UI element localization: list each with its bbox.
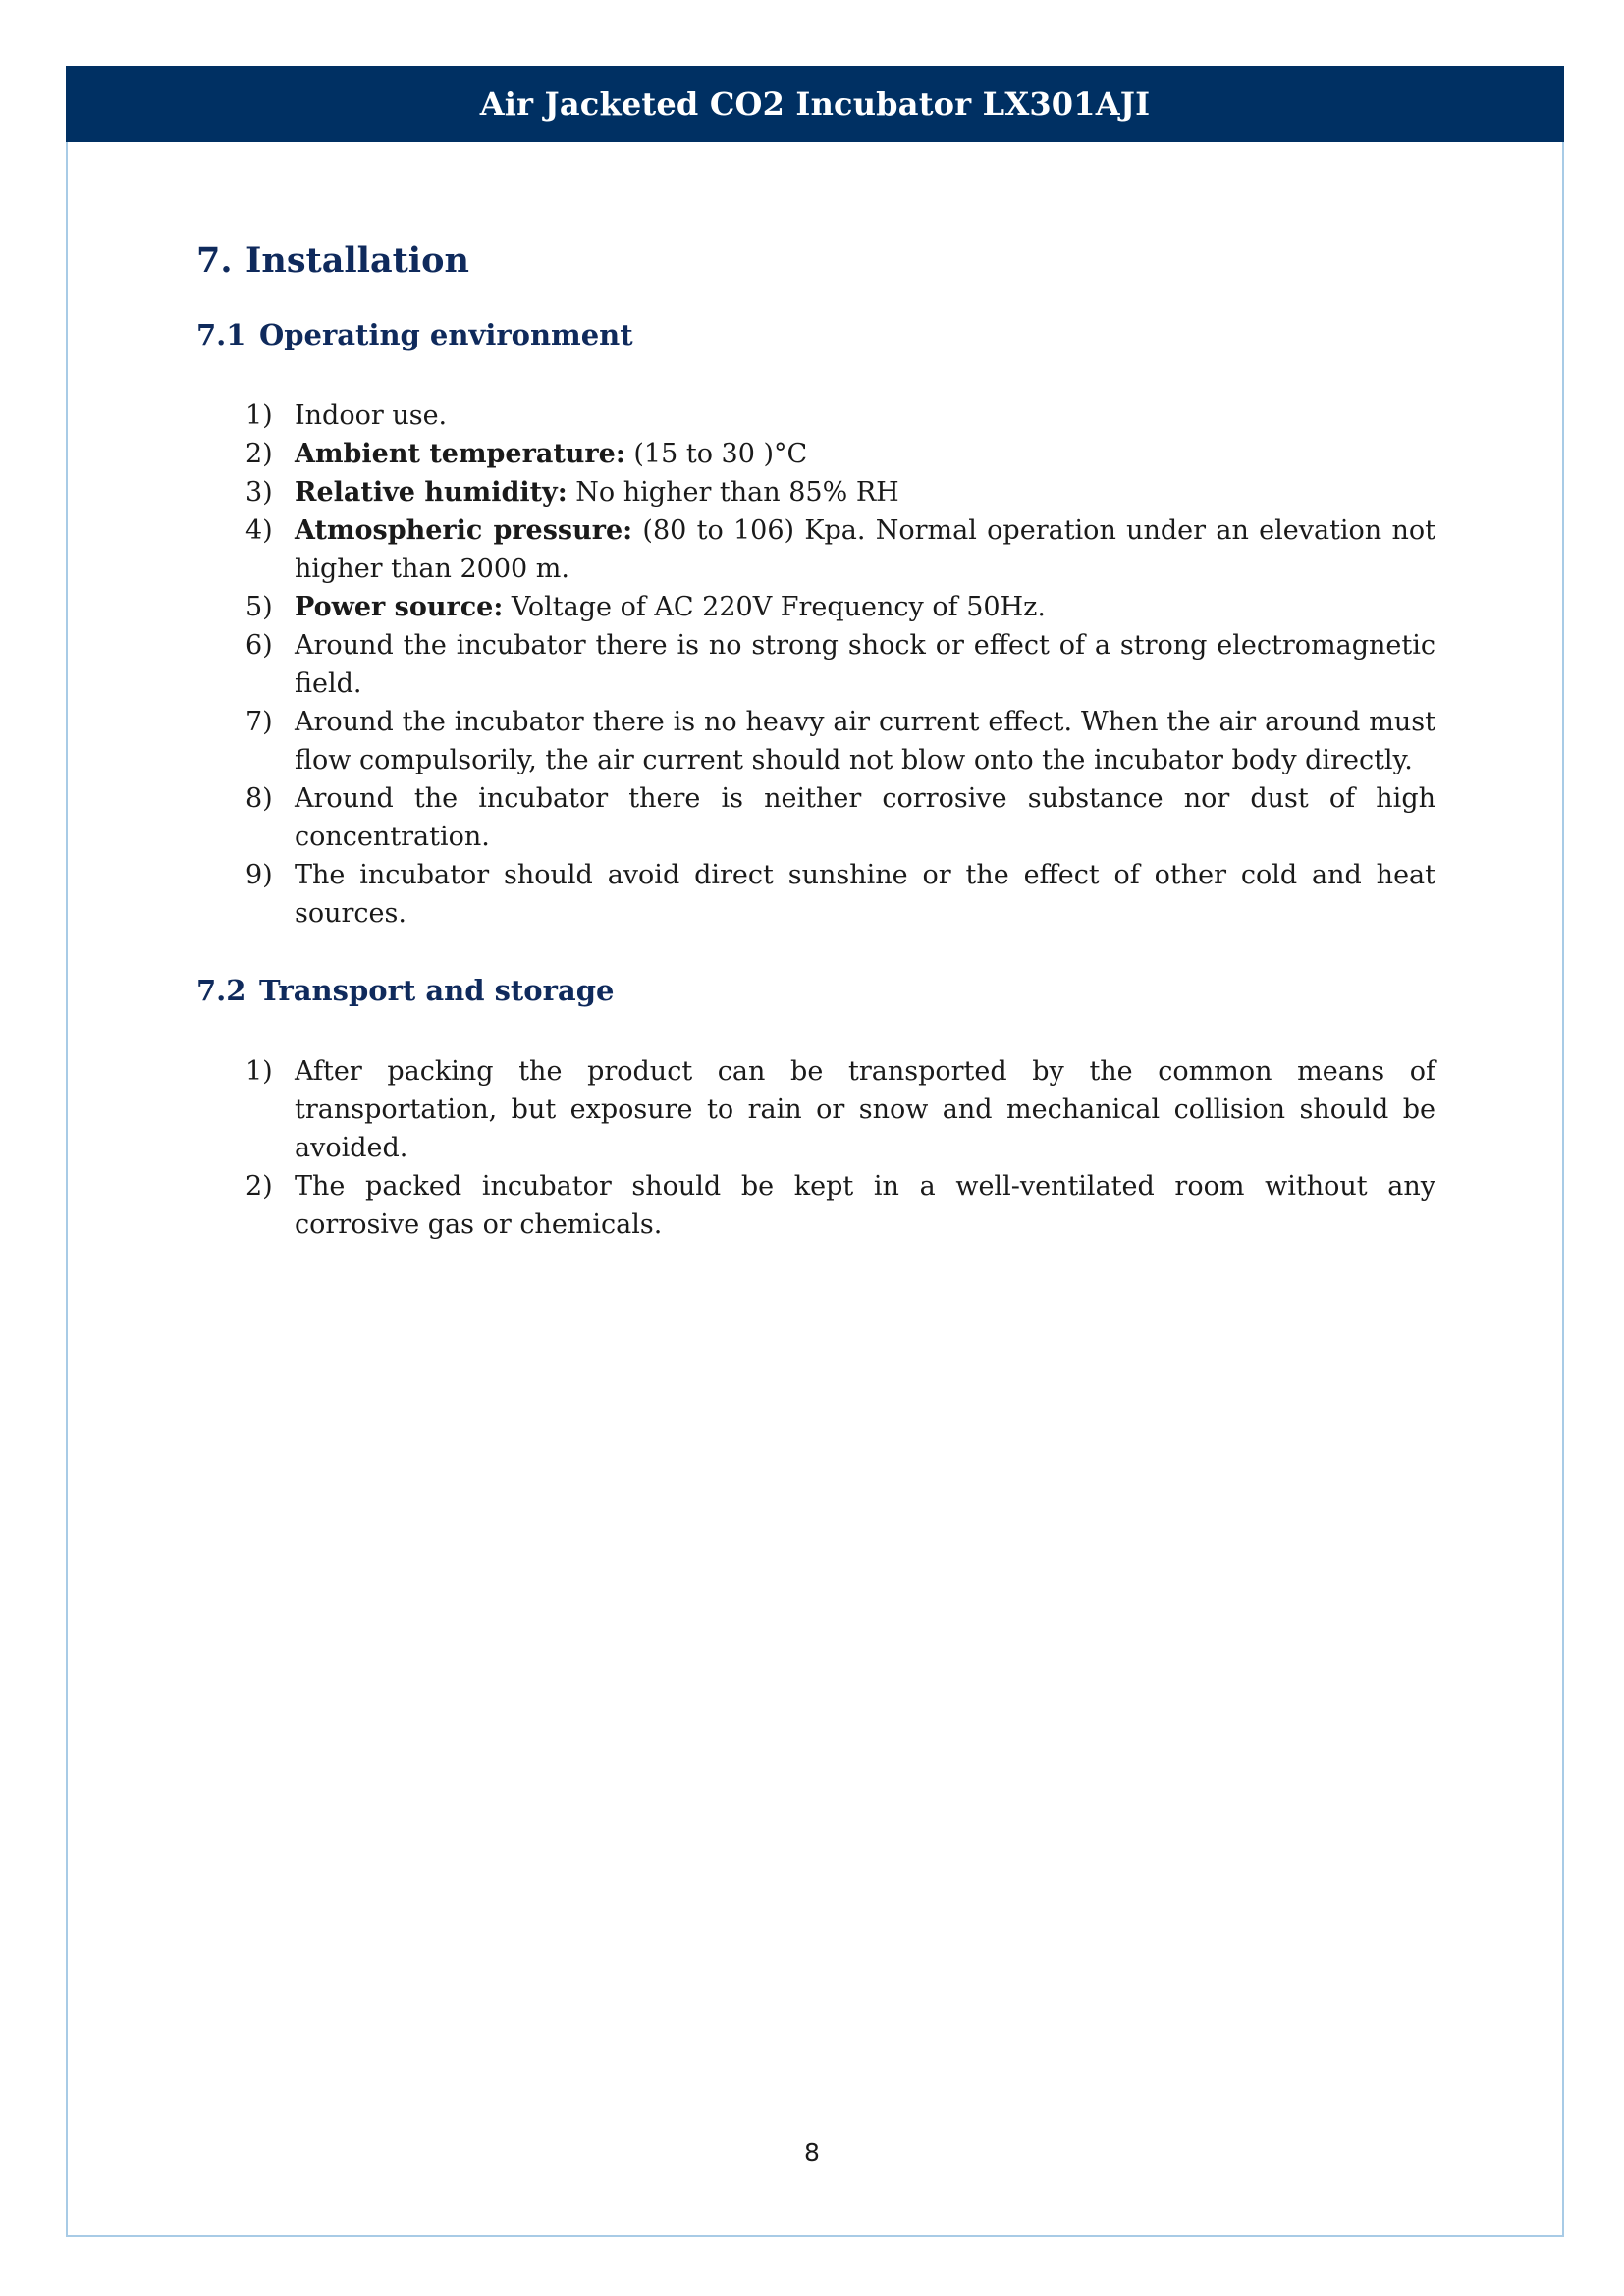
subsection-number: 7.2	[196, 974, 246, 1007]
item-text: Around the incubator there is no strong shock or effect of a strong electromagnetic field.	[295, 630, 1435, 699]
subsection-heading-transport-storage	[196, 968, 1435, 1013]
list-item	[196, 1052, 1435, 1167]
item-text: (15 to 30 )°C	[624, 439, 808, 469]
list-marker: 2)	[245, 439, 273, 469]
item-label: Relative humidity:	[295, 477, 568, 507]
item-text: After packing the product can be transported by the common means of transportation, but exposure to rain or snow and mechanical collision should be avoided.	[295, 1056, 1435, 1163]
list-marker: 8)	[245, 783, 273, 814]
list-marker: 9)	[245, 860, 273, 890]
subsection-title: Transport and storage	[259, 974, 615, 1007]
item-label: Atmospheric pressure:	[295, 515, 633, 546]
subsection-title: Operating environment	[259, 318, 633, 351]
list-item	[196, 779, 1435, 856]
list-item	[196, 511, 1435, 588]
list-item	[196, 626, 1435, 703]
section-number: 7.	[196, 240, 233, 281]
list-marker: 5)	[245, 592, 273, 622]
item-label: Ambient temperature:	[295, 439, 625, 469]
transport-storage-list	[196, 1052, 1435, 1244]
list-item	[196, 856, 1435, 933]
subsection-number: 7.1	[196, 318, 246, 351]
header-banner	[66, 66, 1564, 142]
page-number: 8	[804, 2138, 820, 2166]
list-marker: 4)	[245, 515, 273, 546]
section-title: Installation	[245, 240, 469, 281]
list-item	[196, 435, 1435, 473]
list-item	[196, 473, 1435, 511]
operating-environment-list	[196, 397, 1435, 933]
list-item	[196, 703, 1435, 779]
page-content	[196, 234, 1435, 1244]
list-marker: 1)	[245, 1056, 273, 1087]
section-heading	[196, 234, 1435, 287]
list-item	[196, 588, 1435, 626]
list-marker: 1)	[245, 400, 273, 431]
item-text: (80 to 106) Kpa. Normal operation under an elevation not higher than 2000 m.	[295, 515, 1435, 584]
item-text: Voltage of AC 220V Frequency of 50Hz.	[503, 592, 1046, 622]
item-text: Around the incubator there is neither corrosive substance nor dust of high concentration.	[295, 783, 1435, 852]
item-text: The incubator should avoid direct sunshine or the effect of other cold and heat sources.	[295, 860, 1435, 929]
item-text: Indoor use.	[295, 400, 448, 431]
item-text: No higher than 85% RH	[567, 477, 899, 507]
list-marker: 3)	[245, 477, 273, 507]
item-label: Power source:	[295, 592, 504, 622]
list-marker: 2)	[245, 1171, 273, 1201]
item-text: The packed incubator should be kept in a well-ventilated room without any corrosive gas or chemicals.	[295, 1171, 1435, 1240]
item-text: Around the incubator there is no heavy air current effect. When the air around must flow compulsorily, the air current should not blow onto the incubator body directly.	[295, 707, 1435, 775]
subsection-heading-operating-environment	[196, 312, 1435, 357]
list-item	[196, 397, 1435, 435]
document-title: Air Jacketed CO2 Incubator LX301AJI	[479, 85, 1151, 123]
list-marker: 6)	[245, 630, 273, 661]
list-marker: 7)	[245, 707, 273, 737]
list-item	[196, 1167, 1435, 1244]
